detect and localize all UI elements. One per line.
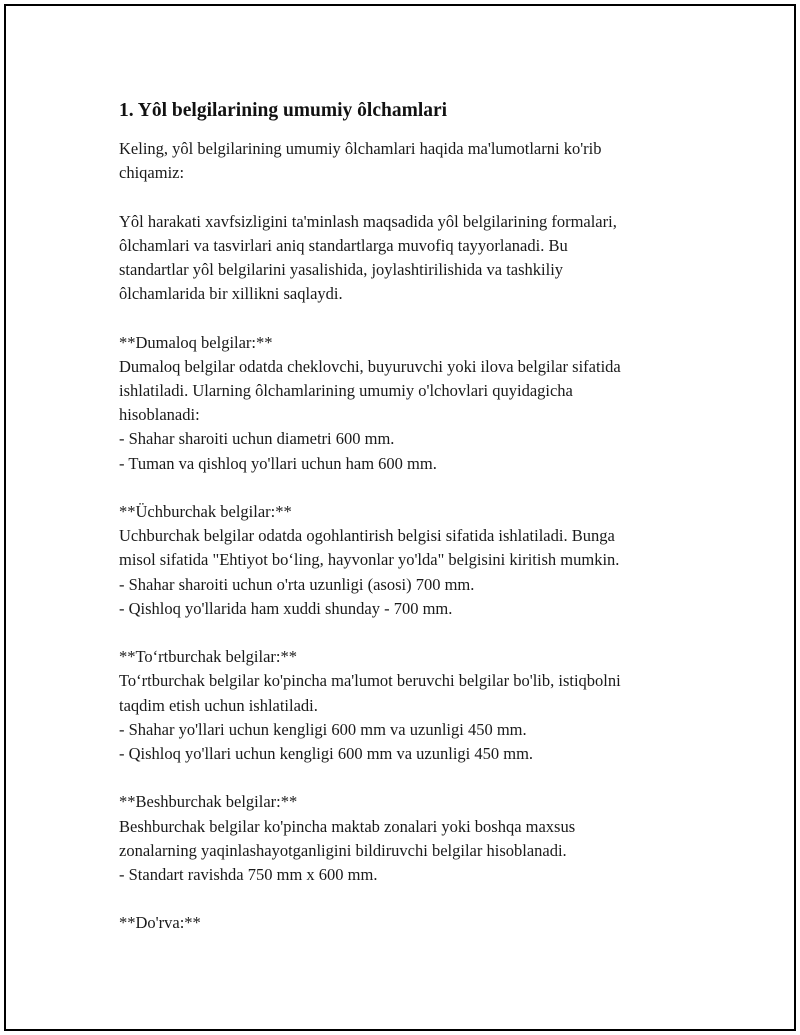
text-line: - Shahar sharoiti uchun o'rta uzunligi (asosi) 700 mm.: [119, 574, 475, 594]
text-line: ôlchamlarida bir xillikni saqlaydi.: [119, 284, 343, 304]
paragraph: [119, 911, 699, 935]
text-line: - Shahar sharoiti uchun diametri 600 mm.: [119, 429, 395, 449]
text-line: **To‘rtburchak belgilar:**: [119, 647, 297, 667]
text-line: Uchburchak belgilar odatda ogohlantirish belgisi sifatida ishlatiladi. Bunga: [119, 526, 615, 546]
text-line: **Beshburchak belgilar:**: [119, 792, 298, 812]
text-line: ishlatiladi. Ularning ôlchamlarining umumiy o'lchovlari quyidagicha: [119, 381, 573, 400]
text-line: **Üchburchak belgilar:**: [119, 502, 292, 521]
text-line: Beshburchak belgilar ko'pincha maktab zonalari yoki boshqa maxsus: [119, 816, 576, 836]
paragraph: [119, 210, 699, 307]
text-line: misol sifatida "Ehtiyot bo‘ling, hayvonlar yo'lda" belgisini kiritish mumkin.: [119, 550, 620, 570]
text-line: ôlchamlari va tasvirlari aniq standartlarga muvofiq tayyorlanadi. Bu: [119, 235, 568, 255]
text-line: - Tuman va qishloq yo'llari uchun ham 600 mm.: [119, 453, 437, 473]
text-line: To‘rtburchak belgilar ko'pincha ma'lumot beruvchi belgilar bo'lib, istiqbolni: [119, 671, 621, 691]
text-line: Yôl harakati xavfsizligini ta'minlash maqsadida yôl belgilarining formalari,: [119, 211, 617, 231]
text-line: taqdim etish uchun ishlatiladi.: [119, 695, 318, 715]
paragraph: [119, 500, 699, 621]
document-page: [4, 4, 796, 1031]
text-line: standartlar yôl belgilarini yasalishida, joylashtirilishida va tashkiliy: [119, 260, 564, 279]
text-line: hisoblanadi:: [119, 405, 200, 425]
text-line: - Standart ravishda 750 mm x 600 mm.: [119, 865, 378, 885]
document-body: [119, 98, 699, 960]
text-line: - Shahar yo'llari uchun kengligi 600 mm va uzunligi 450 mm.: [119, 719, 527, 739]
text-line: - Qishloq yo'llarida ham xuddi shunday - 700 mm.: [119, 598, 453, 618]
text-line: **Dumaloq belgilar:**: [119, 332, 273, 352]
text-line: Dumaloq belgilar odatda cheklovchi, buyuruvchi yoki ilova belgilar sifatida: [119, 356, 621, 376]
text-line: - Qishloq yo'llari uchun kengligi 600 mm va uzunligi 450 mm.: [119, 744, 534, 764]
text-line: Keling, yôl belgilarining umumiy ôlchamlari haqida ma'lumotlarni ko'rib: [119, 139, 602, 158]
paragraph: [119, 790, 699, 887]
text-line: chiqamiz:: [119, 163, 185, 183]
text-line: **Do'rva:**: [119, 913, 201, 933]
paragraph: [119, 331, 699, 476]
document-title: 1. Yôl belgilarining umumiy ôlchamlari: [119, 100, 448, 121]
paragraph-list: [119, 137, 699, 936]
text-line: zonalarning yaqinlashayotganligini bildiruvchi belgilar hisoblanadi.: [119, 840, 567, 860]
paragraph: [119, 137, 699, 185]
paragraph: [119, 645, 699, 766]
